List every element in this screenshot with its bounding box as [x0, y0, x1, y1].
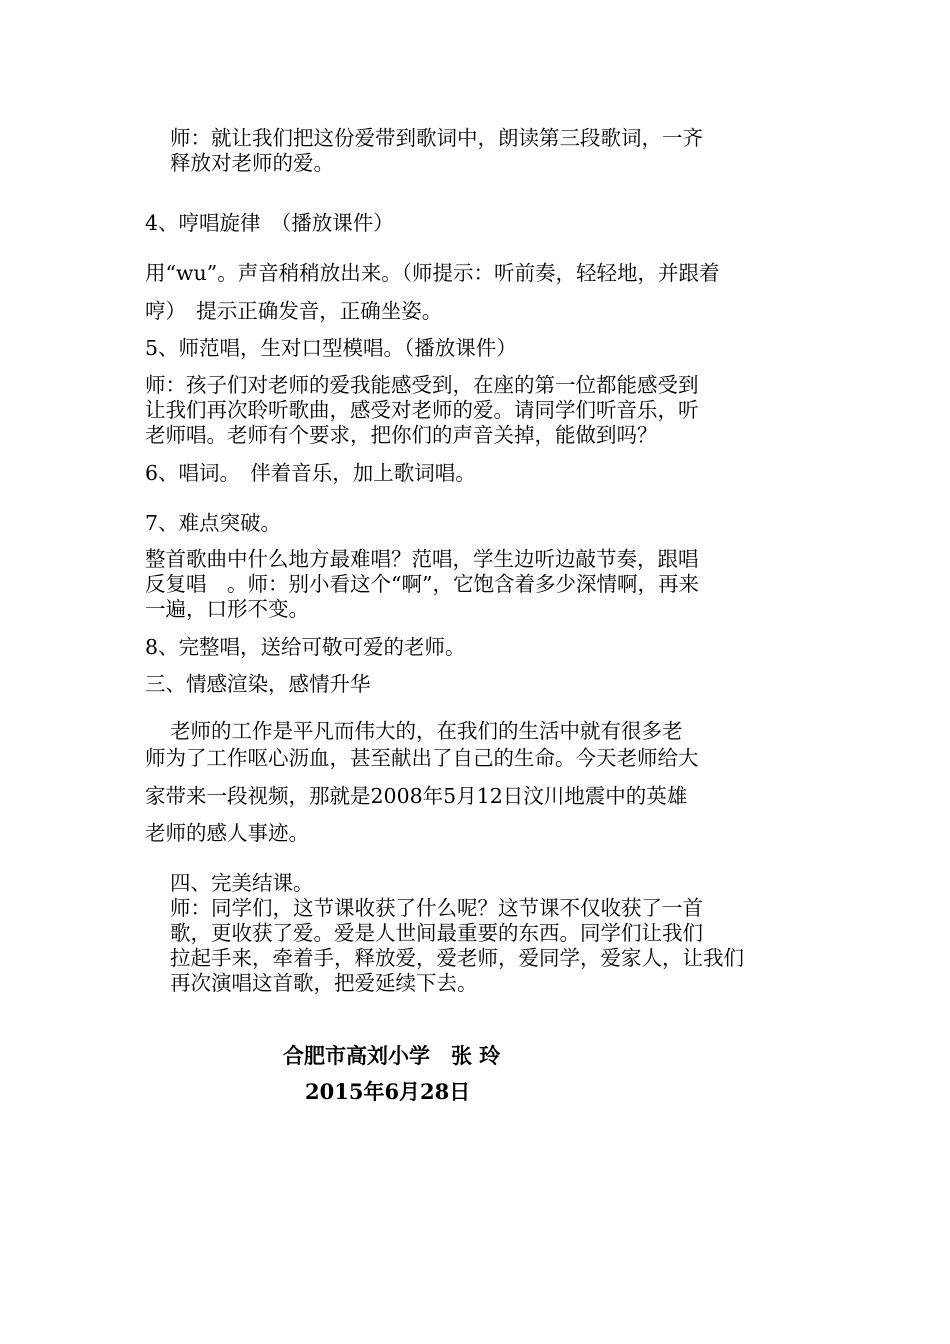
- text-line-10: 一遍，口形不变。: [145, 597, 309, 621]
- text-line-8: 整首歌曲中什么地方最难唱？范唱，学生边听边敲节奏，跟唱: [145, 547, 699, 571]
- text-line-9: 反复唱 。师：别小看这个“啊”，它饱含着多少深情啊，再来: [145, 572, 699, 596]
- text-line-3: 用“wu”。声音稍稍放出来。（师提示：听前奏，轻轻地，并跟着: [145, 261, 720, 285]
- section-heading-8: 8、完整唱，送给可敬可爱的老师。: [145, 635, 466, 659]
- section-heading-4: 4、哼唱旋律 （播放课件）: [145, 211, 394, 235]
- text-line-7: 老师唱。老师有个要求，把你们的声音关掉，能做到吗？: [145, 423, 658, 447]
- text-line-12: 师为了工作呕心沥血，甚至献出了自己的生命。今天老师给大: [145, 746, 699, 770]
- text-line-18: 再次演唱这首歌，把爱延续下去。: [170, 971, 478, 995]
- text-line-11: 老师的工作是平凡而伟大的，在我们的生活中就有很多老: [170, 719, 683, 743]
- text-line-4: 哼） 提示正确发音，正确坐姿。: [145, 299, 443, 323]
- section-heading-final: 四、完美结课。: [170, 871, 314, 895]
- text-line-17: 拉起手来，牵着手，释放爱，爱老师，爱同学，爱家人，让我们: [170, 946, 744, 970]
- text-line-5: 师：孩子们对老师的爱我能感受到，在座的第一位都能感受到: [145, 373, 699, 397]
- section-heading-3: 三、情感渲染，感情升华: [145, 672, 371, 696]
- text-line-6: 让我们再次聆听歌曲，感受对老师的爱。请同学们听音乐，听: [145, 398, 699, 422]
- text-line-14: 老师的感人事迹。: [145, 821, 309, 845]
- section-heading-6: 6、唱词。 伴着音乐，加上歌词唱。: [145, 461, 476, 485]
- text-line-1: 师：就让我们把这份爱带到歌词中，朗读第三段歌词，一齐: [170, 126, 703, 150]
- signature-date: 2015年6月28日: [305, 1079, 471, 1104]
- text-line-13: 家带来一段视频，那就是2008年5月12日汶川地震中的英雄: [145, 784, 688, 808]
- text-line-16: 歌，更收获了爱。爱是人世间最重要的东西。同学们让我们: [170, 921, 703, 945]
- section-heading-5: 5、师范唱，生对口型模唱。（播放课件）: [145, 336, 517, 360]
- text-line-15: 师：同学们，这节课收获了什么呢？这节课不仅收获了一首: [170, 896, 703, 920]
- section-heading-7: 7、难点突破。: [145, 511, 282, 535]
- signature-school: 合肥市高刘小学 张 玲: [283, 1043, 501, 1068]
- text-line-2: 释放对老师的爱。: [170, 151, 334, 175]
